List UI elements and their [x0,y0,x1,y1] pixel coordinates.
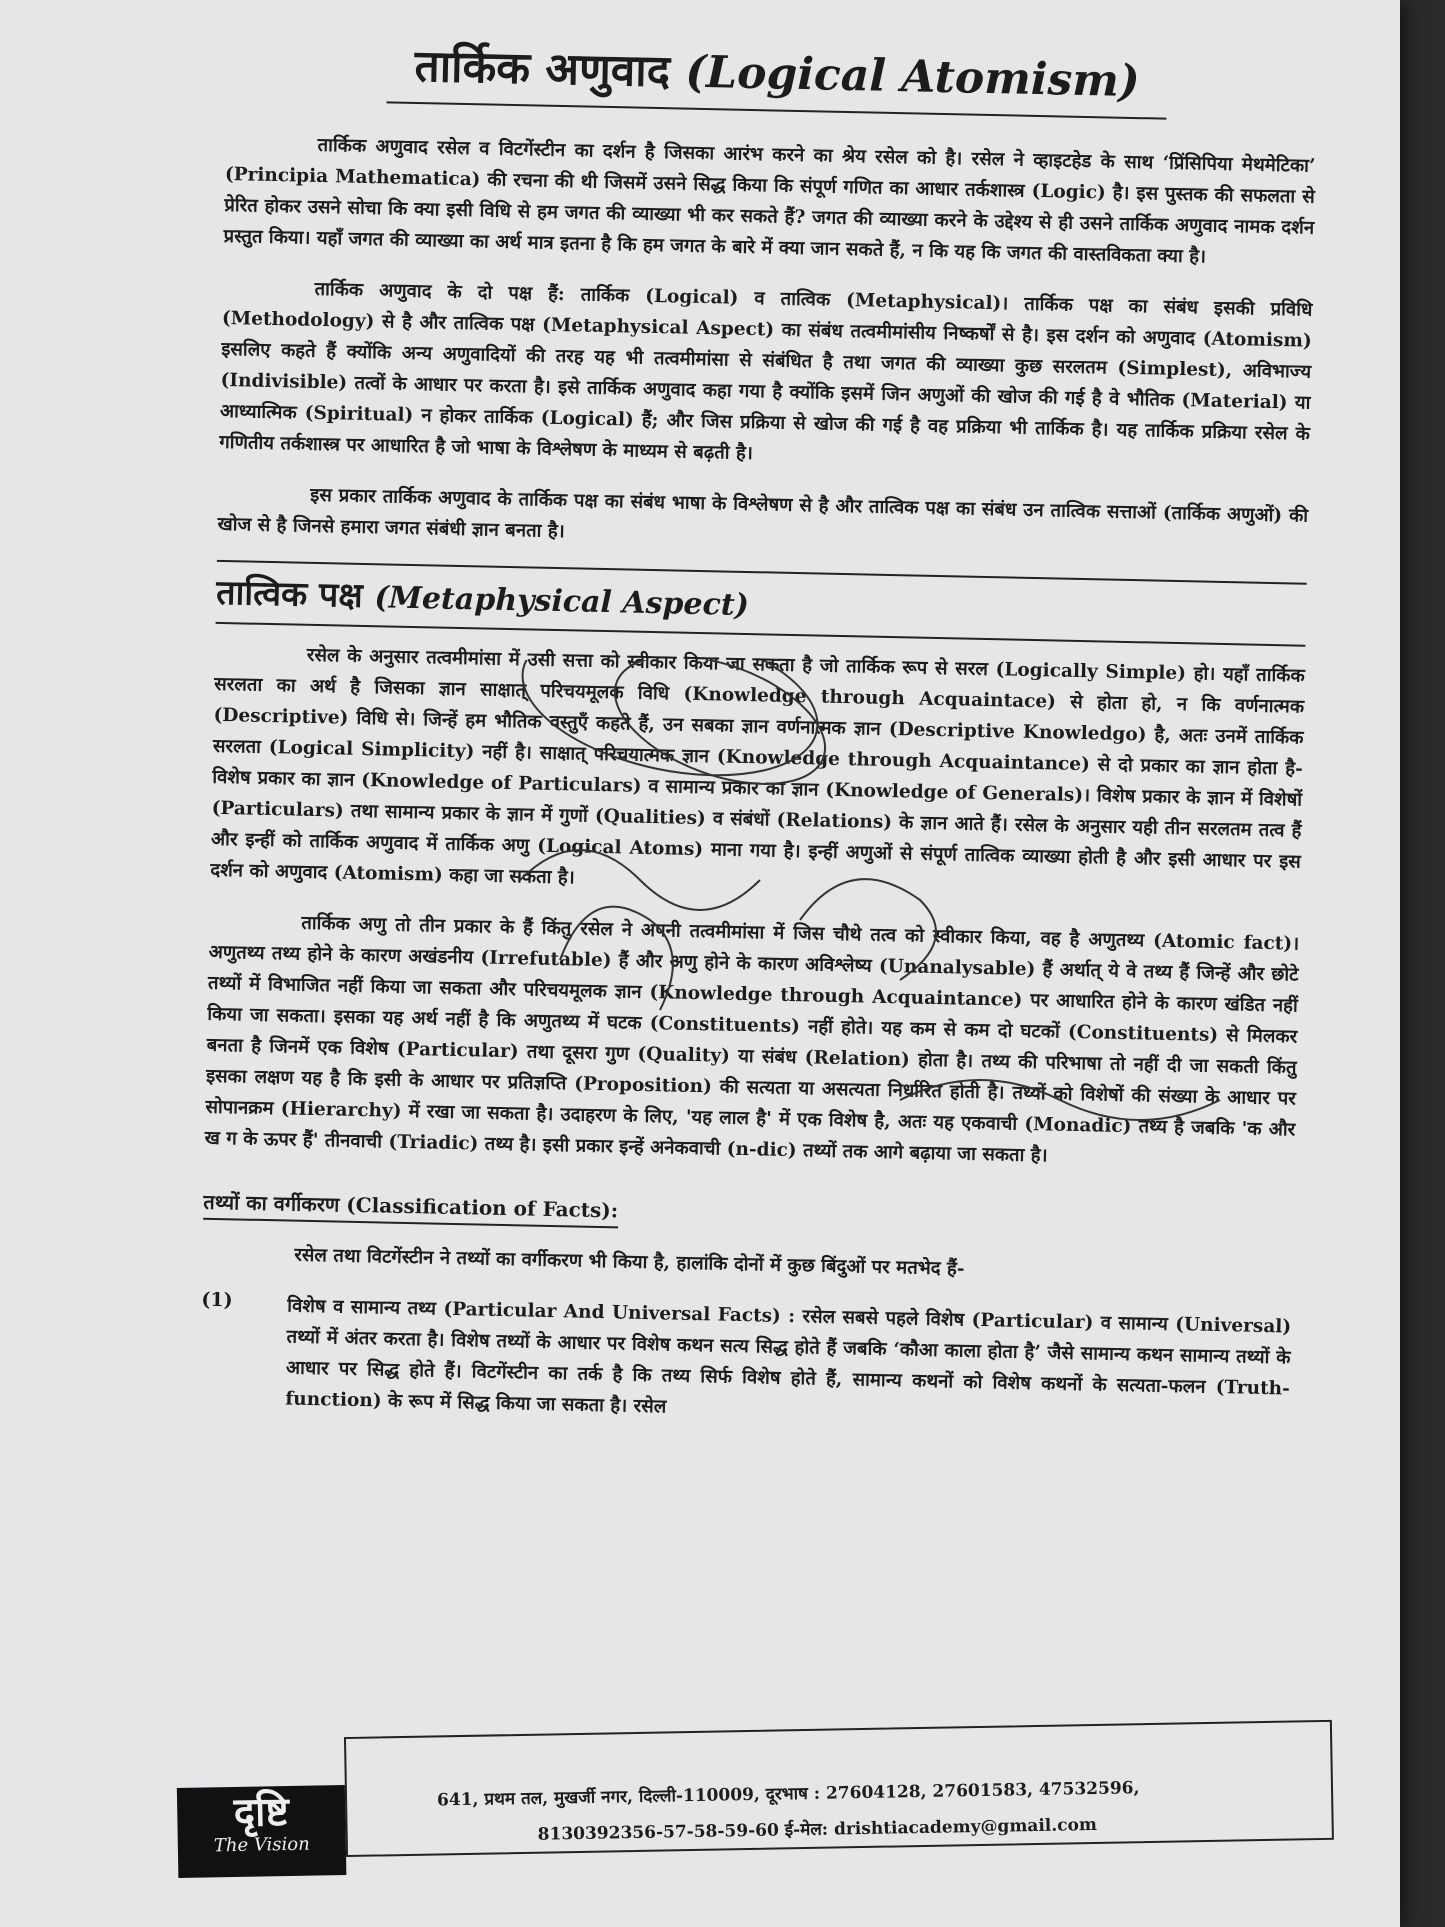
title-english: (Logical Atomism) [684,46,1141,108]
contact-line: 8130392356-57-58-59-60 ई-मेल: drishtiacademy@gmail.com [537,1814,1098,1845]
page-content [199,30,1318,1436]
list-item-text: विशेष व सामान्य तथ्य (Particular And Universal Facts) : रसेल सबसे पहले विशेष (Particular) व सामान्य (Universal) तथ्यों में अंतर करता है। विशेष तथ्यों के आधार पर विशेष कथन सत्य सिद्ध होते हैं जबकि ‘कौआ काला होता है’ जैसे सामान्य कथन सामान्य तथ्यों के आधार पर सिद्ध होते हैं। विटगेंस्टीन का तर्क है कि तथ्य सिर्फ विशेष होते हैं, सामान्य कथनों को विशेष कथनों के सत्यता-फलन (Truth-function) के रूप में सिद्ध किया जा सकता है। रसेल [285,1295,1292,1418]
page-title [386,33,1167,119]
footer [176,1720,1338,1878]
section-paragraph-1: रसेल के अनुसार तत्वमीमांसा में उसी सत्ता को स्वीकार किया जा सकता है जो तार्किक रूप से सरल (Logically Simple) हो। यहाँ तार्किक सरलता का अर्थ है जिसका ज्ञान साक्षात् परिचयमूलक विधि (Knowledge through Acquaintace) से होता हो, न कि वर्णनात्मक (Descriptive) विधि से। जिन्हें हम भौतिक वस्तुएँ कहते हैं, उन सबका ज्ञान वर्णनात्मक ज्ञान (Descriptive Knowledgo) है, अतः उनमें तार्किक सरलता (Logical Simplicity) नहीं है। साक्षात् परिचयात्मक ज्ञान (Knowledge through Acquaintance) से दो प्रकार का ज्ञान होता है-विशेष प्रकार का ज्ञान (Knowledge of Particulars) व सामान्य प्रकार का ज्ञान (Knowledge of Generals)। विशेष प्रकार के ज्ञान में विशेषों (Particulars) तथा सामान्य प्रकार के ज्ञान में गुणों (Qualities) व संबंधों (Relations) के ज्ञान आते हैं। रसेल के अनुसार यही तीन सरलतम तत्व हैं और इन्हीं को तार्किक अणुवाद में तार्किक अणु (Logical Atoms) माना गया है। इन्हीं अणुओं से संपूर्ण तात्विक व्याख्या होती है और इसी आधार पर इस दर्शन को अणुवाद (Atomism) कहा जा सकता है। [210,644,1305,889]
intro-paragraph-1: तार्किक अणुवाद रसेल व विटगेंस्टीन का दर्शन है जिसका आरंभ करने का श्रेय रसेल को है। रसेल ने व्हाइटहेड के साथ ‘प्रिंसिपिया मेथमेटिका’ (Principia Mathematica) की रचना की थी जिसमें उसने सिद्ध किया कि संपूर्ण गणित का आधार तर्कशास्त्र (Logic) है। इस पुस्तक की सफलता से प्रेरित होकर उसने सोचा कि क्या इसी विधि से हम जगत की व्याख्या भी कर सकते हैं? जगत की व्याख्या करने के उद्देश्य से ही उसने तार्किक अणुवाद नामक दर्शन प्रस्तुत किया। यहाँ जगत की व्याख्या का अर्थ मात्र इतना है कि हम जगत के बारे में क्या जान सकते हैं, न कि यह कि जगत की वास्तविकता क्या है। [223,134,1316,268]
logo-hindi: दृष्टि [233,1788,290,1836]
list-item-number: (1) [201,1288,233,1312]
classification-intro: रसेल तथा विटगेंस्टीन ने तथ्यों का वर्गीकरण भी किया है, हालांकि दोनों में कुछ बिंदुओं पर मतभेद हैं- [294,1244,965,1280]
logo-english: The Vision [213,1833,310,1857]
brand-logo [177,1785,347,1878]
section-paragraph-2: तार्किक अणु तो तीन प्रकार के हैं किंतु रसेल ने अपनी तत्वमीमांसा में जिस चौथे तत्व को स्वीकार किया, वह है अणुतथ्य (Atomic fact)। अणुतथ्य तथ्य होने के कारण अखंडनीय (Irrefutable) हैं और अणु होने के कारण अविश्लेष्य (Unanalysable) हैं अर्थात् ये वे तथ्य हैं जिन्हें और छोटे तथ्यों में विभाजित नहीं किया जा सकता और परिचयमूलक ज्ञान (Knowledge through Acquaintance) पर आधारित होने के कारण खंडित नहीं किया जा सकता। इसका यह अर्थ नहीं है कि अणुतथ्य में घटक (Constituents) नहीं होते। यह कम से कम दो घटकों (Constituents) से मिलकर बनता है जिनमें एक विशेष (Particular) तथा दूसरा गुण (Quality) या संबंध (Relation) होता है। तथ्य की परिभाषा तो नहीं दी जा सकती किंतु इसका लक्षण यह है कि इसी के आधार पर प्रतिज्ञप्ति (Proposition) की सत्यता या असत्यता निर्धारित होती है। तथ्यों को विशेषों की संख्या के आधार पर सोपानक्रम (Hierarchy) में रखा जा सकता है। उदाहरण के लिए, 'यह लाल है' में एक विशेष है, अतः यह एकवाची (Monadic) तथ्य है जबकि 'क और ख ग के ऊपर हैं' तीनवाची (Triadic) तथ्य है। इसी प्रकार इन्हें अनेकवाची (n-dic) तथ्यों तक आगे बढ़ाया जा सकता है। [204,912,1300,1167]
section-heading-english: (Metaphysical Aspect) [374,580,750,624]
title-hindi: तार्किक अणुवाद [414,40,671,98]
section-heading-hindi: तात्विक पक्ष [215,572,364,616]
subheading-classification: तथ्यों का वर्गीकरण (Classification of Facts): [203,1188,618,1229]
intro-paragraph-2: तार्किक अणुवाद के दो पक्ष हैं: तार्किक (Logical) व तात्विक (Metaphysical)। तार्किक पक्ष का संबंध इसकी प्रविधि (Methodology) से है और तात्विक पक्ष (Metaphysical Aspect) का संबंध तत्वमीमांसीय निष्कर्षों से है। इस दर्शन को अणुवाद (Atomism) इसलिए कहते हैं क्योंकि अन्य अणुवादियों की तरह यह भी तत्वमीमांसा से संबंधित है तथा जगत की व्याख्या कुछ सरलतम (Simplest), अविभाज्य (Indivisible) तत्वों के आधार पर करता है। इसे तार्किक अणुवाद कहा गया है क्योंकि इसमें जिन अणुओं की खोज की गई है वे भौतिक (Material) या आध्यात्मिक (Spiritual) न होकर तार्किक (Logical) हैं; और जिस प्रक्रिया से खोज की गई है वह प्रक्रिया भी तार्किक है। यह तार्किक प्रक्रिया रसेल के गणितीय तर्कशास्त्र पर आधारित है जो भाषा के विश्लेषण के माध्यम से बढ़ती है। [219,278,1313,465]
list-item [199,1289,1291,1436]
intro-paragraph-3: इस प्रकार तार्किक अणुवाद के तार्किक पक्ष का संबंध भाषा के विश्लेषण से है और तात्विक पक्ष का संबंध उन तात्विक सत्ताओं (तार्किक अणुओं) की खोज से है जिनसे हमारा जगत संबंधी ज्ञान बनता है। [217,484,1309,543]
address-line: 641, प्रथम तल, मुखर्जी नगर, दिल्ली-110009, दूरभाष : 27604128, 27601583, 47532596, [436,1778,1140,1811]
address-box [344,1720,1334,1857]
